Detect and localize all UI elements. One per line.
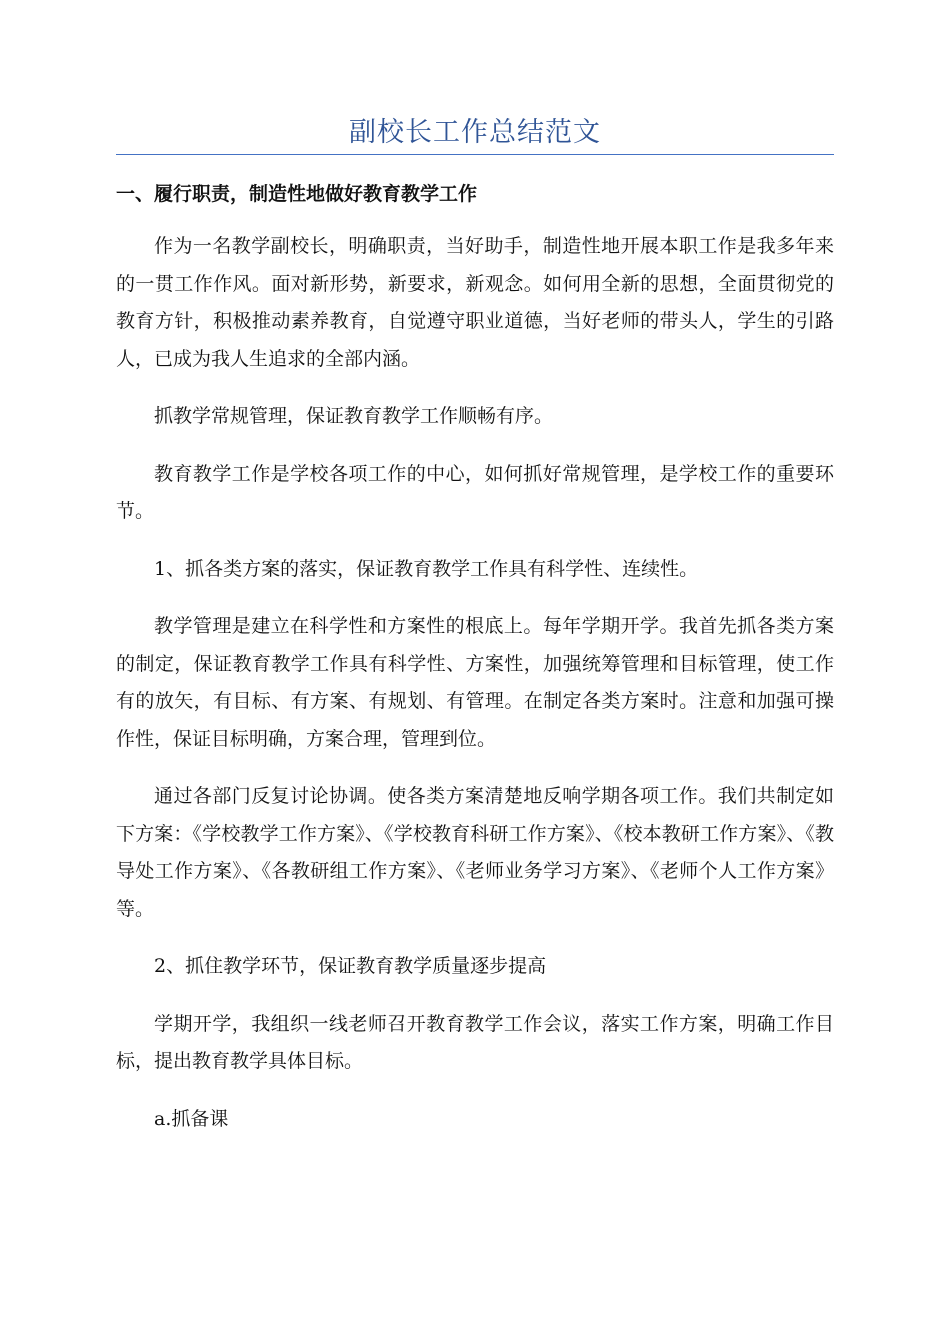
title-underline	[116, 154, 834, 155]
paragraph: 1、抓各类方案的落实，保证教育教学工作具有科学性、连续性。	[154, 557, 699, 580]
paragraph: 抓教学常规管理，保证教育教学工作顺畅有序。	[154, 405, 554, 427]
document-body	[116, 172, 834, 1158]
paragraph: a.抓备课	[154, 1107, 229, 1130]
paragraph: 2、抓住教学环节，保证教育教学质量逐步提高	[154, 955, 547, 977]
document-title: 副校长工作总结范文	[349, 117, 601, 148]
paragraph: 学期开学，我组织一线老师召开教育教学工作会议，落实工作方案，明确工作目标，提出教育教学具体目标。	[116, 1012, 834, 1072]
section-heading: 一、履行职责，制造性地做好教育教学工作	[116, 183, 478, 205]
paragraph: 作为一名教学副校长，明确职责，当好助手，制造性地开展本职工作是我多年来的一贯工作作风。面对新形势，新要求，新观念。如何用全新的思想，全面贯彻党的教育方针，积极推动素养教育，自觉遵守职业道德，当好老师的带头人，学生的引路人，已成为我人生追求的全部内涵。	[116, 235, 834, 370]
paragraph: 通过各部门反复讨论协调。使各类方案清楚地反响学期各项工作。我们共制定如下方案：《学校教学工作方案》、《学校教育科研工作方案》、《校本教研工作方案》、《教导处工作方案》、《各教研组工作方案》、《老师业务学习方案》、《老师个人工作方案》等。	[116, 785, 834, 920]
paragraph: 教学管理是建立在科学性和方案性的根底上。每年学期开学。我首先抓各类方案的制定，保证教育教学工作具有科学性、方案性，加强统筹管理和目标管理，使工作有的放矢，有目标、有方案、有规划、有管理。在制定各类方案时。注意和加强可操作性，保证目标明确，方案合理，管理到位。	[116, 615, 834, 750]
paragraph: 教育教学工作是学校各项工作的中心，如何抓好常规管理，是学校工作的重要环节。	[116, 462, 834, 522]
